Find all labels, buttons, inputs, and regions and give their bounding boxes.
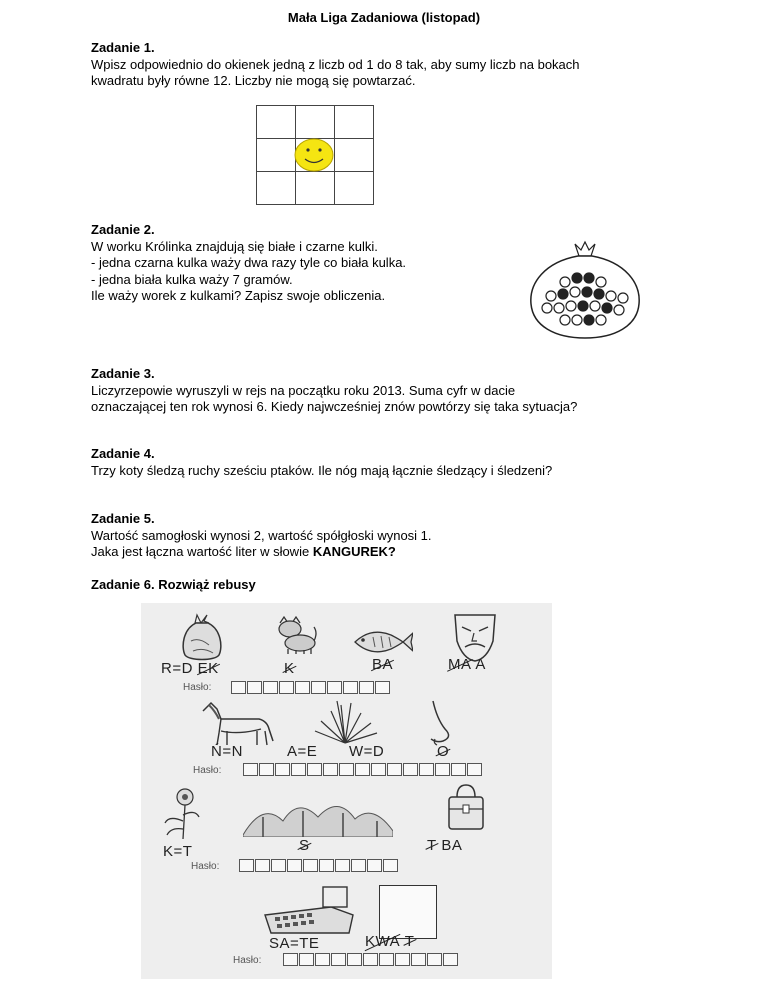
task-1 (91, 40, 580, 90)
rebus-3-answer-boxes[interactable] (239, 859, 399, 872)
rebus-1-strike-4: MA (448, 656, 472, 673)
task-2-heading: Zadanie 2. (91, 222, 155, 237)
grid-cell[interactable] (257, 139, 296, 172)
rebus-1-strike-1: EK (197, 660, 219, 677)
rebus-3-strike-2: T (427, 837, 437, 854)
rebus-4-haslo-label: Hasło: (233, 955, 262, 966)
nose-icon (425, 699, 455, 747)
rebus-4-answer-boxes[interactable] (283, 953, 459, 966)
task-6-heading: Zadanie 6. Rozwiąż rebusy (91, 577, 256, 592)
task-2-line-4: Ile waży worek z kulkami? Zapisz swoje obliczenia. (91, 288, 386, 303)
forest-scene-icon (243, 791, 393, 837)
task-5-heading: Zadanie 5. (91, 511, 155, 526)
task-5-line-1: Wartość samogłoski wynosi 2, wartość spółgłoski wynosi 1. (91, 527, 432, 543)
flower-icon (159, 785, 205, 841)
task-3-line-1: Liczyrzepowie wyruszyli w rejs na początku roku 2013. Suma cyfr w dacie (91, 382, 516, 398)
task-3-heading: Zadanie 3. (91, 366, 155, 381)
cat-icon (274, 615, 318, 655)
rebus-4-strike-1: KWA (365, 933, 401, 950)
grid-cell[interactable] (335, 139, 374, 172)
rebus-2-strike-1: O (437, 743, 450, 760)
page-title: Mała Liga Zadaniowa (listopad) (287, 10, 481, 25)
rebus-4-strike-2: T (404, 933, 415, 950)
rebus-3-strike-2b: BA (441, 837, 463, 854)
task-2-line-1: W worku Królinka znajdują się białe i czarne kulki. (91, 238, 378, 254)
rebus-1-strike-2: K (284, 660, 295, 677)
task-2 (91, 222, 406, 305)
task-2-line-2: - jedna czarna kulka waży dwa razy tyle co biała kulka. (91, 255, 407, 270)
bag-icon (443, 783, 489, 833)
task-4 (91, 446, 552, 479)
task-1-heading: Zadanie 1. (91, 40, 155, 55)
grid-cell[interactable] (335, 106, 374, 139)
grid-cell[interactable] (335, 172, 374, 205)
grid-cell[interactable] (257, 172, 296, 205)
smiley-face-icon (293, 137, 335, 173)
rebus-2-equation-2: A=E (287, 743, 318, 760)
task-1-line-1: Wpisz odpowiednio do okienek jedną z liczb od 1 do 8 tak, aby sumy liczb na bokach (91, 56, 580, 72)
rebus-puzzle-image (141, 603, 552, 979)
task-5 (91, 511, 432, 561)
rebus-2-equation-3: W=D (349, 743, 385, 760)
task-5-line-2-text: Jaka jest łączna wartość liter w słowie (91, 544, 313, 559)
rebus-1-answer-boxes[interactable] (231, 681, 391, 694)
grid-cell[interactable] (257, 106, 296, 139)
sack-icon (179, 611, 225, 663)
rebus-1-haslo-label: Hasło: (183, 682, 212, 693)
task-5-line-2 (91, 544, 432, 561)
task-6 (91, 577, 256, 594)
task-3 (91, 366, 577, 416)
task-4-heading: Zadanie 4. (91, 446, 155, 461)
cash-register-icon (261, 885, 357, 935)
rebus-1-strike-3: BA (372, 656, 394, 673)
rebus-2-haslo-label: Hasło: (193, 765, 222, 776)
task-4-line-1: Trzy koty śledzą ruchy sześciu ptaków. Ile nóg mają łącznie śledzący i śledzeni? (91, 462, 553, 478)
rebus-3-strike-1: S (299, 837, 310, 854)
rebus-3-equation: K=T (163, 843, 193, 860)
task-2-line-3: - jedna biała kulka waży 7 gramów. (91, 271, 293, 287)
horse-icon (199, 701, 277, 747)
task-5-keyword: KANGUREK? (312, 544, 396, 559)
task-3-line-2: oznaczającej ten rok wynosi 6. Kiedy najwcześniej znów powtórzy się taka sytuacja? (91, 399, 578, 414)
grid-cell[interactable] (296, 106, 335, 139)
rebus-1-equation: R=D (161, 660, 193, 677)
rebus-3-haslo-label: Hasło: (191, 861, 220, 872)
empty-square-box (379, 885, 437, 939)
rebus-1-strike-4b: A (475, 656, 486, 673)
rebus-4-equation: SA=TE (269, 935, 320, 952)
grass-plant-icon (311, 699, 379, 745)
rebus-2-answer-boxes[interactable] (243, 763, 483, 776)
task-1-line-2: kwadratu były równe 12. Liczby nie mogą się powtarzać. (91, 73, 416, 88)
rebus-2-equation-1: Ń=N (211, 743, 243, 760)
fish-icon (351, 627, 413, 657)
grid-cell[interactable] (296, 172, 335, 205)
bag-of-balls-icon (525, 238, 645, 343)
